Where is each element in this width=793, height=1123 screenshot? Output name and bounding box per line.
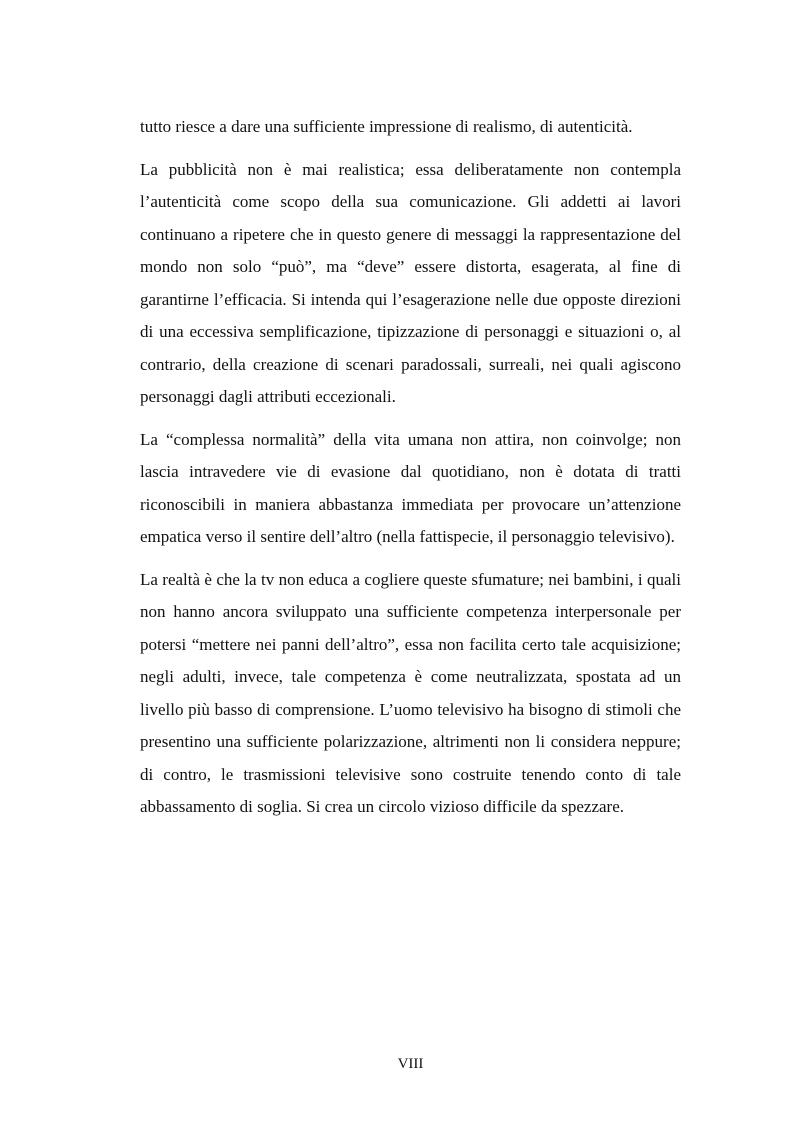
page-number: VIII (397, 1056, 424, 1072)
paragraph-3: La “complessa normalità” della vita umana non attira, non coinvolge; non lascia intravedere vie di evasione dal quotidiano, non è dotata di tratti riconoscibili in maniera abbastanza immediata per provocare un’attenzione empatica verso il sentire dell’altro (nella fattispecie, il personaggio televisivo). (140, 429, 681, 546)
paragraph-2: La pubblicità non è mai realistica; essa deliberatamente non contempla l’autenticità come scopo della sua comunicazione. Gli addetti ai lavori continuano a ripetere che in questo genere di messaggi la rappresentazione del mondo non solo “può”, ma “deve” essere distorta, esagerata, al fine di garantirne l’efficacia. Si intenda qui l’esagerazione nelle due opposte direzioni di una eccessiva semplificazione, tipizzazione di personaggi e situazioni o, al contrario, della creazione di scenari paradossali, surreali, nei quali agiscono personaggi dagli attributi eccezionali. (140, 159, 681, 406)
paragraph-4: La realtà è che la tv non educa a cogliere queste sfumature; nei bambini, i quali non hanno ancora sviluppato una sufficiente competenza interpersonale per potersi “mettere nei panni dell’altro”, essa non facilita certo tale acquisizione; negli adulti, invece, tale competenza è come neutralizzata, spostata ad un livello più basso di comprensione. L’uomo televisivo ha bisogno di stimoli che presentino una sufficiente polarizzazione, altrimenti non li considera neppure; di contro, le trasmissioni televisive sono costruite tenendo conto di tale abbassamento di soglia. Si crea un circolo vizioso difficile da spezzare. (140, 569, 681, 816)
paragraph-1: tutto riesce a dare una sufficiente impressione di realismo, di autenticità. (140, 117, 633, 136)
text-body (140, 111, 681, 834)
